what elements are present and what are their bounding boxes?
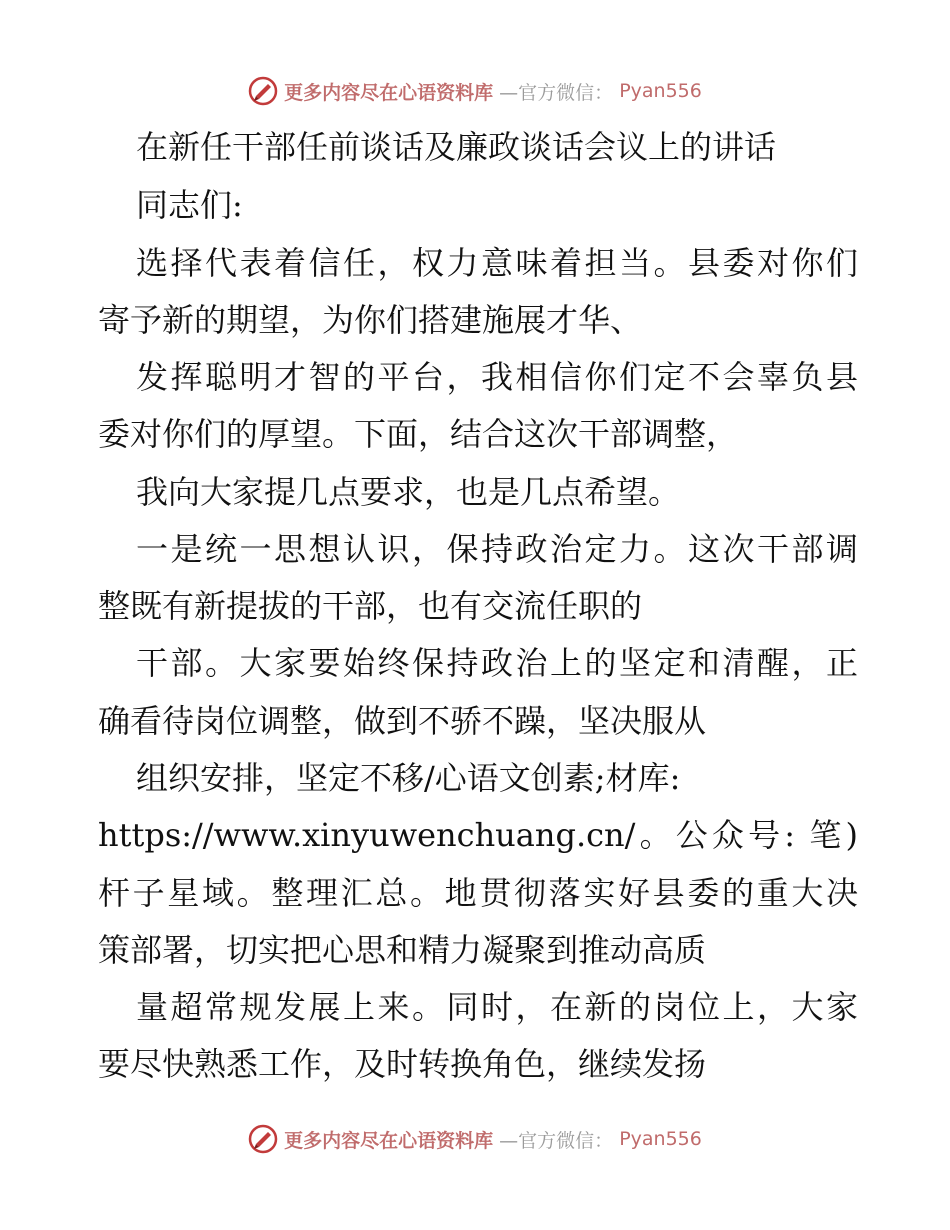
text-line: 量超常规发展上来。同时，在新的岗位上，大家 bbox=[136, 988, 858, 1026]
watermark-text: 更多内容尽在心语资料库 bbox=[284, 1129, 494, 1152]
footer-watermark bbox=[0, 1124, 950, 1154]
salutation: 同志们: bbox=[136, 186, 243, 224]
text-line-url: https://www.xinyuwenchuang.cn/。公众号: 笔) bbox=[98, 816, 858, 854]
text-line: 发挥聪明才智的平台，我相信你们定不会辜负县 bbox=[136, 358, 858, 396]
pen-logo-icon bbox=[248, 1124, 278, 1154]
watermark-text: 更多内容尽在心语资料库 bbox=[284, 81, 494, 104]
watermark-separator: —官方微信： bbox=[499, 81, 614, 104]
text-line: 整既有新提拔的干部，也有交流任职的 bbox=[98, 587, 643, 625]
watermark-separator: —官方微信： bbox=[499, 1129, 614, 1152]
watermark-wechat-id: Pyan556 bbox=[619, 1128, 702, 1150]
text-line: 要尽快熟悉工作，及时转换角色，继续发扬 bbox=[98, 1045, 707, 1083]
text-line: 杆子星域。整理汇总。地贯彻落实好县委的重大决 bbox=[98, 874, 858, 912]
text-line: 确看待岗位调整，做到不骄不躁，坚决服从 bbox=[98, 702, 707, 740]
text-line: 组织安排，坚定不移/心语文创素;材库: bbox=[136, 759, 681, 797]
watermark-wechat-id: Pyan556 bbox=[619, 80, 702, 102]
text-line: 我向大家提几点要求，也是几点希望。 bbox=[136, 473, 681, 511]
text-line: 委对你们的厚望。下面，结合这次干部调整， bbox=[98, 415, 739, 453]
text-line: 选择代表着信任，权力意味着担当。县委对你们 bbox=[136, 244, 858, 282]
text-line: 干部。大家要始终保持政治上的坚定和清醒，正 bbox=[136, 644, 858, 682]
document-title: 在新任干部任前谈话及廉政谈话会议上的讲话 bbox=[136, 128, 777, 166]
text-line: 寄予新的期望，为你们搭建施展才华、 bbox=[98, 301, 643, 339]
text-line: 策部署，切实把心思和精力凝聚到推动高质 bbox=[98, 931, 707, 969]
text-line: 一是统一思想认识，保持政治定力。这次干部调 bbox=[136, 530, 858, 568]
